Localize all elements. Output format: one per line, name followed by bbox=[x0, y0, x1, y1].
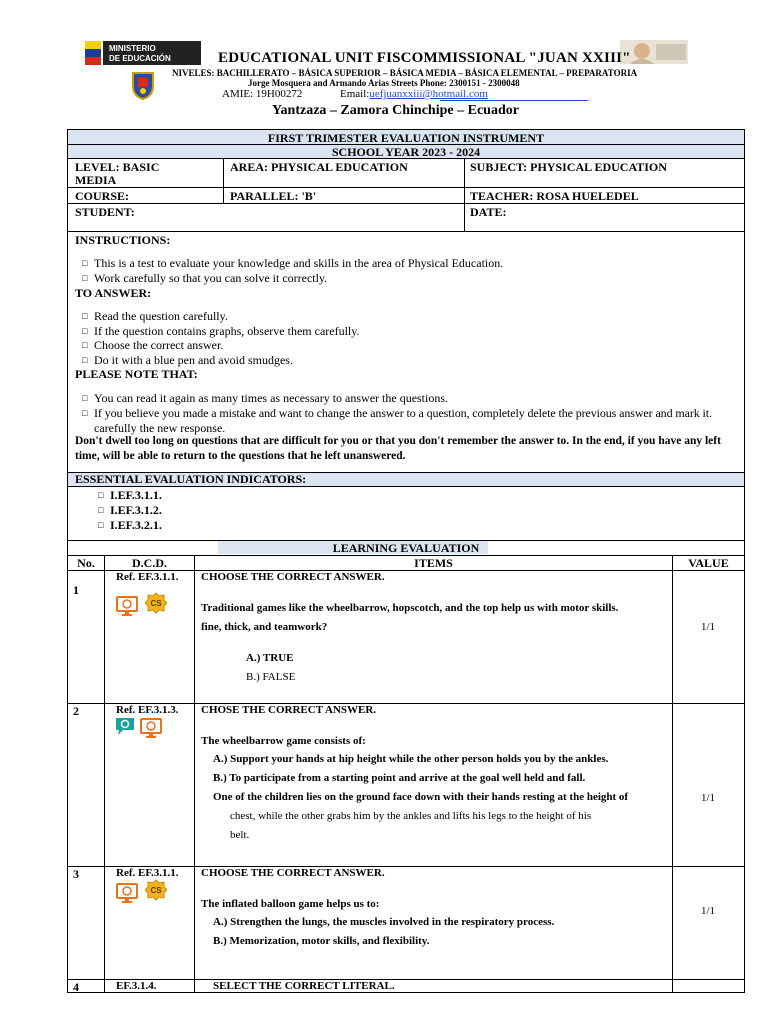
indicators-heading: ESSENTIAL EVALUATION INDICATORS: bbox=[75, 472, 307, 486]
note-heading: PLEASE NOTE THAT: bbox=[75, 367, 198, 381]
row-dcd: Ref. EF.3.1.1. bbox=[116, 867, 179, 879]
svg-text:CS: CS bbox=[150, 886, 162, 895]
svg-text:MINISTERIO: MINISTERIO bbox=[109, 44, 156, 53]
row-question: Traditional games like the wheelbarrow, hopscotch, and the top help us with motor skills. bbox=[201, 602, 619, 614]
row-no: 4 bbox=[73, 980, 79, 994]
col-no: No. bbox=[77, 556, 95, 570]
row-dcd: EF.3.1.4. bbox=[116, 980, 157, 992]
cs-badge-icon bbox=[145, 592, 167, 614]
cs-badge-icon bbox=[145, 879, 167, 901]
option: B.) To participate from a starting point and arrive at the goal well held and fall. bbox=[213, 772, 586, 784]
school-levels: NIVELES: BACHILLERATO – BÁSICA SUPERIOR – BÁSICA MEDIA – BÁSICA ELEMENTAL – PREPARATORIA bbox=[172, 68, 638, 78]
row-value: 1/1 bbox=[701, 905, 716, 917]
row-value: 1/1 bbox=[701, 792, 716, 804]
option: A.) TRUE bbox=[246, 652, 294, 664]
school-address: Jorge Mosquera and Armando Arias Streets Phone: 2300151 - 2300048 bbox=[248, 78, 520, 88]
row-instruction: SELECT THE CORRECT LITERAL. bbox=[213, 980, 395, 992]
school-shield-logo bbox=[129, 70, 157, 100]
level-label-2: MEDIA bbox=[75, 173, 117, 187]
form-title: FIRST TRIMESTER EVALUATION INSTRUMENT bbox=[267, 131, 545, 145]
level-label: LEVEL: BASIC bbox=[75, 160, 160, 174]
monitor-c-icon bbox=[116, 595, 138, 617]
row-dcd: Ref. EF.3.1.1. bbox=[116, 571, 179, 583]
teacher-label: TEACHER: ROSA HUELEDEL bbox=[470, 189, 639, 203]
indicator-item: □ I.EF.3.2.1. bbox=[98, 518, 162, 533]
evaluation-heading: LEARNING EVALUATION bbox=[332, 541, 480, 555]
col-items: ITEMS bbox=[414, 556, 453, 570]
option: One of the children lies on the ground face down with their hands resting at the height of bbox=[213, 791, 629, 803]
to-answer-item: □ If the question contains graphs, observe them carefully. bbox=[82, 324, 359, 339]
closing-note: Don't dwell too long on questions that are difficult for you or that you don't remember the answer to. In the end, if you have any left time, will be able to return to the questions that he left unanswered. bbox=[75, 435, 721, 462]
option-continuation: chest, while the other grabs him by the ankles and lifts his legs to the height of his bbox=[230, 810, 592, 822]
row-question: The inflated balloon game helps us to: bbox=[201, 898, 380, 910]
to-answer-item: □ Choose the correct answer. bbox=[82, 338, 223, 353]
chat-c-icon bbox=[114, 715, 136, 737]
col-dcd: D.C.D. bbox=[132, 556, 167, 570]
email-line bbox=[340, 88, 488, 100]
email-label: Email: bbox=[340, 88, 370, 100]
parallel-label: PARALLEL: 'B' bbox=[230, 189, 317, 203]
email-link[interactable]: uefjuanxxiii@hotmail.com bbox=[369, 88, 488, 100]
instruction-item: □ Work carefully so that you can solve it correctly. bbox=[82, 271, 327, 286]
option: A.) Strengthen the lungs, the muscles involved in the respiratory process. bbox=[213, 916, 555, 928]
instructions-heading: INSTRUCTIONS: bbox=[75, 233, 171, 247]
school-city: Yantzaza – Zamora Chinchipe – Ecuador bbox=[272, 103, 519, 118]
option: B.) Memorization, motor skills, and flexibility. bbox=[213, 935, 430, 947]
svg-text:DE EDUCACIÓN: DE EDUCACIÓN bbox=[109, 54, 171, 63]
monitor-c-icon bbox=[140, 717, 162, 739]
svg-text:CS: CS bbox=[150, 599, 162, 608]
email-underline bbox=[440, 100, 588, 101]
indicator-item: □ I.EF.3.1.2. bbox=[98, 503, 162, 518]
row-instruction: CHOSE THE CORRECT ANSWER. bbox=[201, 704, 377, 716]
row-no: 2 bbox=[73, 704, 79, 718]
row-value: 1/1 bbox=[701, 621, 716, 633]
school-year: SCHOOL YEAR 2023 - 2024 bbox=[331, 145, 481, 159]
to-answer-item: □ Do it with a blue pen and avoid smudges. bbox=[82, 353, 293, 368]
row-instruction: CHOOSE THE CORRECT ANSWER. bbox=[201, 867, 385, 879]
to-answer-heading: TO ANSWER: bbox=[75, 286, 152, 300]
school-title: EDUCATIONAL UNIT FISCOMMISSIONAL "JUAN XXIII" bbox=[218, 50, 631, 66]
option: B.) FALSE bbox=[246, 671, 296, 683]
row-no: 3 bbox=[73, 867, 79, 881]
date-label: DATE: bbox=[470, 205, 507, 219]
monitor-c-icon bbox=[116, 882, 138, 904]
amie-code: AMIE: 19H00272 bbox=[222, 88, 303, 100]
option-continuation: belt. bbox=[230, 829, 250, 841]
area-label: AREA: PHYSICAL EDUCATION bbox=[230, 160, 408, 174]
row-question: The wheelbarrow game consists of: bbox=[201, 735, 366, 747]
indicator-item: □ I.EF.3.1.1. bbox=[98, 488, 162, 503]
col-value: VALUE bbox=[688, 556, 729, 570]
note-continuation: carefully the new response. bbox=[94, 421, 226, 435]
row-instruction: CHOOSE THE CORRECT ANSWER. bbox=[201, 571, 385, 583]
instruction-item: □ This is a test to evaluate your knowledge and skills in the area of Physical Education. bbox=[82, 256, 503, 271]
row-no: 1 bbox=[73, 583, 79, 597]
subject-label: SUBJECT: PHYSICAL EDUCATION bbox=[470, 160, 667, 174]
to-answer-item: □ Read the question carefully. bbox=[82, 309, 228, 324]
row-dcd: Ref. EF.3.1.3. bbox=[116, 704, 179, 716]
evaluation-form bbox=[67, 129, 745, 993]
ministry-logo bbox=[85, 41, 201, 65]
row-question-2: fine, thick, and teamwork? bbox=[201, 621, 328, 633]
course-label: COURSE: bbox=[75, 189, 130, 203]
student-label: STUDENT: bbox=[75, 205, 135, 219]
note-item: □ You can read it again as many times as necessary to answer the questions. bbox=[82, 391, 448, 406]
note-item: □ If you believe you made a mistake and want to change the answer to a question, completely delete the previous answer and mark it. bbox=[82, 406, 712, 421]
option: A.) Support your hands at hip height while the other person holds you by the ankles. bbox=[213, 753, 609, 765]
